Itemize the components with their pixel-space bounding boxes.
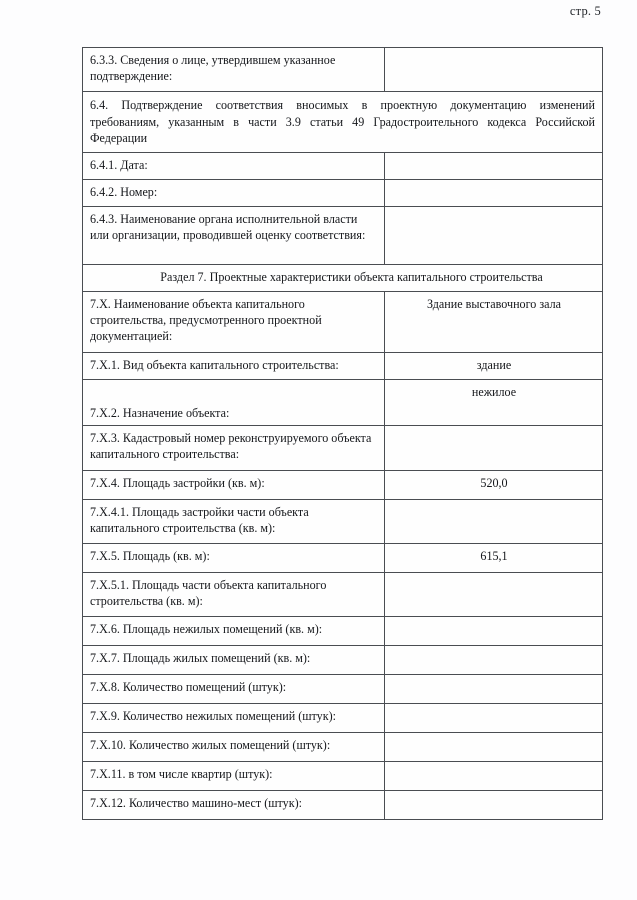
row-label-7-x-7: 7.Х.7. Площадь жилых помещений (кв. м): [83, 645, 385, 674]
row-value-6-3-3[interactable] [385, 48, 603, 92]
row-value-7-x-12[interactable] [385, 790, 603, 819]
table-row [83, 674, 603, 703]
row-value-7-x[interactable]: Здание выставочного зала [385, 291, 603, 352]
table-row [83, 543, 603, 572]
row-label-7-x-12: 7.Х.12. Количество машино-мест (штук): [83, 790, 385, 819]
row-label-7-x-11: 7.Х.11. в том числе квартир (штук): [83, 761, 385, 790]
project-characteristics-table [82, 47, 603, 820]
row-label-6-4-3: 6.4.3. Наименование органа исполнительной власти или организации, проводившей оценку соответствия: [83, 207, 385, 265]
row-value-7-x-5[interactable]: 615,1 [385, 543, 603, 572]
table-row [83, 291, 603, 352]
row-label-7-x-2: 7.Х.2. Назначение объекта: [83, 379, 385, 425]
row-label-6-4-1: 6.4.1. Дата: [83, 153, 385, 180]
row-value-7-x-9[interactable] [385, 703, 603, 732]
row-label-7-x-5-1: 7.Х.5.1. Площадь части объекта капитального строительства (кв. м): [83, 572, 385, 616]
row-value-7-x-10[interactable] [385, 732, 603, 761]
row-label-6-4: 6.4. Подтверждение соответствия вносимых в проектную документацию изменений требованиям, указанным в части 3.9 статьи 49 Градостроительного кодекса Российской Федерации [83, 92, 603, 153]
table-row [83, 499, 603, 543]
row-value-7-x-3[interactable] [385, 425, 603, 470]
table-row [83, 761, 603, 790]
row-value-6-4-2[interactable] [385, 180, 603, 207]
row-label-7-x-6: 7.Х.6. Площадь нежилых помещений (кв. м): [83, 616, 385, 645]
row-value-7-x-8[interactable] [385, 674, 603, 703]
table-row [83, 790, 603, 819]
table-row [83, 207, 603, 265]
row-value-7-x-11[interactable] [385, 761, 603, 790]
table-row [83, 703, 603, 732]
row-label-7-x-4-1: 7.Х.4.1. Площадь застройки части объекта капитального строительства (кв. м): [83, 499, 385, 543]
row-label-7-x-5: 7.Х.5. Площадь (кв. м): [83, 543, 385, 572]
row-value-7-x-5-1[interactable] [385, 572, 603, 616]
row-label-6-3-3: 6.3.3. Сведения о лице, утвердившем указанное подтверждение: [83, 48, 385, 92]
page-number-header: стр. 5 [569, 4, 601, 18]
table-row [83, 470, 603, 499]
table-row [83, 92, 603, 153]
row-label-7-x-4: 7.Х.4. Площадь застройки (кв. м): [83, 470, 385, 499]
row-value-7-x-6[interactable] [385, 616, 603, 645]
table-row [83, 645, 603, 674]
table-row [83, 572, 603, 616]
row-value-7-x-2[interactable]: нежилое [385, 379, 603, 425]
table-row [83, 379, 603, 425]
table-row [83, 425, 603, 470]
row-label-6-4-2: 6.4.2. Номер: [83, 180, 385, 207]
row-label-7-x-3: 7.Х.3. Кадастровый номер реконструируемого объекта капитального строительства: [83, 425, 385, 470]
table-row [83, 153, 603, 180]
row-label-7-x-8: 7.Х.8. Количество помещений (штук): [83, 674, 385, 703]
section-heading-razdel-7: Раздел 7. Проектные характеристики объекта капитального строительства [83, 265, 603, 292]
table-row [83, 616, 603, 645]
row-value-7-x-7[interactable] [385, 645, 603, 674]
row-label-7-x-10: 7.Х.10. Количество жилых помещений (штук): [83, 732, 385, 761]
row-label-7-x: 7.Х. Наименование объекта капитального строительства, предусмотренного проектной документацией: [83, 291, 385, 352]
row-value-6-4-1[interactable] [385, 153, 603, 180]
row-label-7-x-9: 7.Х.9. Количество нежилых помещений (штук): [83, 703, 385, 732]
row-value-7-x-1[interactable]: здание [385, 352, 603, 379]
table-row [83, 180, 603, 207]
row-value-7-x-4-1[interactable] [385, 499, 603, 543]
table-row [83, 265, 603, 292]
table-row [83, 732, 603, 761]
row-label-7-x-1: 7.Х.1. Вид объекта капитального строительства: [83, 352, 385, 379]
row-value-6-4-3[interactable] [385, 207, 603, 265]
table-row [83, 48, 603, 92]
table-row [83, 352, 603, 379]
row-value-7-x-4[interactable]: 520,0 [385, 470, 603, 499]
